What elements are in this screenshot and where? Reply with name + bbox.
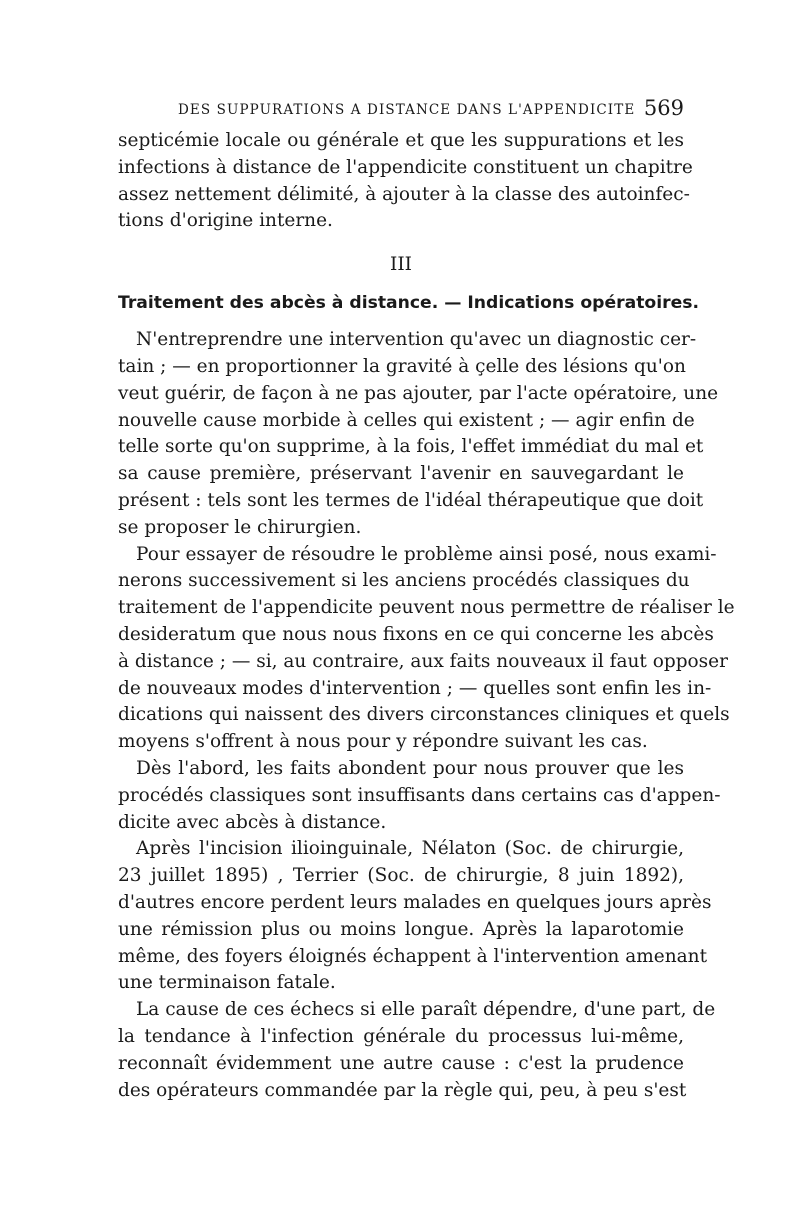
text-line: de nouveaux modes d'intervention ; — quelles sont enfin les in-: [118, 677, 712, 699]
text-line: même, des foyers éloignés échappent à l'intervention amenant: [118, 945, 708, 967]
page-number: 569: [643, 96, 684, 120]
text-line: septicémie locale ou générale et que les suppurations et les: [118, 130, 684, 151]
text-line: assez nettement délimité, à ajouter à la classe des autoinfec-: [118, 183, 690, 205]
text-line: moyens s'offrent à nous pour y répondre suivant les cas.: [118, 731, 648, 753]
text-line: telle sorte qu'on supprime, à la fois, l'effet immédiat du mal et: [118, 436, 704, 458]
text-line: traitement de l'appendicite peuvent nous permettre de réaliser le: [118, 597, 735, 619]
text-line: dications qui naissent des divers circonstances cliniques et quels: [118, 704, 730, 726]
section-numeral: III: [390, 254, 412, 276]
text-line: une terminaison fatale.: [118, 972, 336, 994]
intro-paragraph: [118, 128, 693, 235]
paragraph-5: [118, 997, 716, 1104]
text-line: présent : tels sont les termes de l'idéal thérapeutique que doit: [118, 489, 704, 511]
text-line: la tendance à l'infection générale du processus lui-même,: [118, 1025, 684, 1047]
running-title: DES SUPPURATIONS A DISTANCE DANS L'APPENDICITE: [178, 102, 636, 118]
text-line: sa cause première, préservant l'avenir en sauvegardant le: [118, 463, 684, 485]
text-line: tain ; — en proportionner la gravité à çelle des lésions qu'on: [118, 355, 686, 377]
text-line: d'autres encore perdent leurs malades en quelques jours après: [118, 891, 712, 913]
text-line: infections à distance de l'appendicite constituent un chapitre: [118, 156, 693, 178]
text-line: se proposer le chirurgien.: [118, 516, 362, 538]
text-line: desideratum que nous nous fixons en ce qui concerne les abcès: [118, 623, 714, 645]
paragraph-3: [118, 756, 721, 836]
text-line: veut guérir, de façon à ne pas ajouter, par l'acte opératoire, une: [118, 382, 719, 404]
text-line: une rémission plus ou moins longue. Après la laparotomie: [118, 918, 684, 940]
text-line: tions d'origine interne.: [118, 210, 333, 232]
text-line: 23 juillet 1895) , Terrier (Soc. de chirurgie, 8 juin 1892),: [118, 865, 684, 887]
text-line: nouvelle cause morbide à celles qui existent ; — agir enfin de: [118, 409, 695, 431]
text-line: Après l'incision ilioinguinale, Nélaton (Soc. de chirurgie,: [136, 838, 684, 860]
text-line: dicite avec abcès à distance.: [118, 811, 387, 833]
paragraph-4: [118, 836, 712, 997]
paragraph-2: [118, 542, 735, 756]
running-head: [118, 96, 684, 126]
text-line: reconnaît évidemment une autre cause : c'est la prudence: [118, 1052, 684, 1074]
text-line: N'entreprendre une intervention qu'avec un diagnostic cer-: [136, 329, 697, 351]
paragraph-1: [118, 327, 719, 541]
text-line: à distance ; — si, au contraire, aux faits nouveaux il faut opposer: [118, 650, 728, 672]
text-line: Dès l'abord, les faits abondent pour nous prouver que les: [136, 757, 684, 779]
text-line: La cause de ces échecs si elle paraît dépendre, d'une part, de: [136, 999, 716, 1021]
text-line: nerons successivement si les anciens procédés classiques du: [118, 570, 690, 592]
text-line: Pour essayer de résoudre le problème ainsi posé, nous exami-: [136, 543, 717, 565]
text-line: procédés classiques sont insuffisants dans certains cas d'appen-: [118, 784, 721, 806]
body-text: [118, 128, 735, 1104]
text-line: des opérateurs commandée par la règle qui, peu, à peu s'est: [118, 1079, 687, 1101]
section-heading: Traitement des abcès à distance. — Indications opératoires.: [118, 293, 700, 314]
